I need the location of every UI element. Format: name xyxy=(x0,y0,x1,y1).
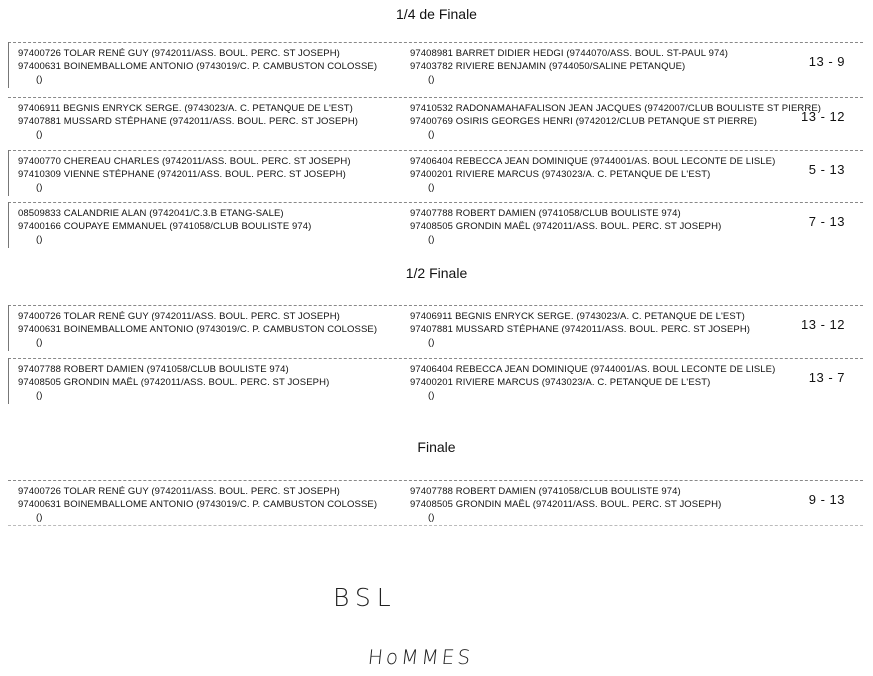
match-divider xyxy=(8,42,863,43)
match-semi-1 xyxy=(8,305,863,351)
match-quarter-2 xyxy=(8,97,863,143)
player-3: () xyxy=(428,74,435,85)
match-final xyxy=(8,480,863,526)
player-1: 97407788 ROBERT DAMIEN (9741058/CLUB BOULISTE 974) xyxy=(410,208,681,219)
team-a xyxy=(18,47,377,86)
player-3: () xyxy=(36,129,43,140)
team-a xyxy=(18,485,377,524)
match-score: 7 - 13 xyxy=(808,214,845,229)
player-1: 08509833 CALANDRIE ALAN (9742041/C.3.B ETANG-SALE) xyxy=(18,208,284,219)
player-2: 97408505 GRONDIN MAËL (9742011/ASS. BOUL. PERC. ST JOSEPH) xyxy=(410,221,722,232)
team-b xyxy=(410,207,721,246)
player-1: 97400770 CHEREAU CHARLES (9742011/ASS. BOUL. PERC. ST JOSEPH) xyxy=(18,156,351,167)
player-2: 97400631 BOINEMBALLOME ANTONIO (9743019/C. P. CAMBUSTON COLOSSE) xyxy=(18,324,378,335)
handwritten-note-hommes: HoMMES xyxy=(366,645,475,669)
match-score: 13 - 12 xyxy=(801,317,845,332)
player-3: () xyxy=(428,182,435,193)
team-a xyxy=(18,363,329,402)
player-3: () xyxy=(36,234,43,245)
player-1: 97400726 TOLAR RENÉ GUY (9742011/ASS. BOUL. PERC. ST JOSEPH) xyxy=(18,311,340,322)
match-quarter-3 xyxy=(8,150,863,196)
match-left-bar xyxy=(8,150,9,196)
player-3: () xyxy=(428,512,435,523)
match-score: 5 - 13 xyxy=(808,162,845,177)
player-3: () xyxy=(36,337,43,348)
match-left-bar xyxy=(8,358,9,404)
match-left-bar xyxy=(8,42,9,88)
team-a xyxy=(18,207,311,246)
player-2: 97407881 MUSSARD STÉPHANE (9742011/ASS. BOUL. PERC. ST JOSEPH) xyxy=(18,116,359,127)
player-2: 97408505 GRONDIN MAËL (9742011/ASS. BOUL. PERC. ST JOSEPH) xyxy=(18,377,330,388)
match-left-bar xyxy=(8,305,9,351)
player-1: 97406911 BEGNIS ENRYCK SERGE. (9743023/A. C. PETANQUE DE L'EST) xyxy=(18,103,353,114)
team-a xyxy=(18,310,377,349)
match-divider xyxy=(8,358,863,359)
handwritten-note-bsl: BSL xyxy=(333,583,397,612)
match-divider xyxy=(8,97,863,98)
player-3: () xyxy=(36,182,43,193)
match-semi-2 xyxy=(8,358,863,404)
match-divider xyxy=(8,305,863,306)
player-2: 97408505 GRONDIN MAËL (9742011/ASS. BOUL. PERC. ST JOSEPH) xyxy=(410,499,722,510)
player-3: () xyxy=(428,234,435,245)
round-title-final: Finale xyxy=(417,439,456,455)
match-divider xyxy=(8,525,863,526)
match-score: 9 - 13 xyxy=(808,492,845,507)
player-3: () xyxy=(36,512,43,523)
player-1: 97400726 TOLAR RENÉ GUY (9742011/ASS. BOUL. PERC. ST JOSEPH) xyxy=(18,48,340,59)
player-2: 97400201 RIVIERE MARCUS (9743023/A. C. PETANQUE DE L'EST) xyxy=(410,377,711,388)
player-1: 97407788 ROBERT DAMIEN (9741058/CLUB BOULISTE 974) xyxy=(410,486,681,497)
player-1: 97406404 REBECCA JEAN DOMINIQUE (9744001/AS. BOUL LECONTE DE LISLE) xyxy=(410,156,776,167)
player-3: () xyxy=(36,390,43,401)
match-score: 13 - 9 xyxy=(808,54,845,69)
player-2: 97400166 COUPAYE EMMANUEL (9741058/CLUB BOULISTE 974) xyxy=(18,221,312,232)
player-2: 97400769 OSIRIS GEORGES HENRI (9742012/CLUB PETANQUE ST PIERRE) xyxy=(410,116,758,127)
match-divider xyxy=(8,480,863,481)
player-2: 97407881 MUSSARD STÉPHANE (9742011/ASS. BOUL. PERC. ST JOSEPH) xyxy=(410,324,751,335)
match-left-bar xyxy=(8,202,9,248)
player-2: 97403782 RIVIERE BENJAMIN (9744050/SALINE PETANQUE) xyxy=(410,61,686,72)
player-1: 97406911 BEGNIS ENRYCK SERGE. (9743023/A. C. PETANQUE DE L'EST) xyxy=(410,311,745,322)
player-1: 97407788 ROBERT DAMIEN (9741058/CLUB BOULISTE 974) xyxy=(18,364,289,375)
match-quarter-1 xyxy=(8,42,863,88)
round-title-quarter-final: 1/4 de Finale xyxy=(396,6,477,22)
team-b xyxy=(410,155,775,194)
match-quarter-4 xyxy=(8,202,863,248)
player-3: () xyxy=(428,337,435,348)
match-score: 13 - 12 xyxy=(801,109,845,124)
player-3: () xyxy=(428,129,435,140)
team-b xyxy=(410,47,728,86)
player-1: 97400726 TOLAR RENÉ GUY (9742011/ASS. BOUL. PERC. ST JOSEPH) xyxy=(18,486,340,497)
team-b xyxy=(410,310,750,349)
team-a xyxy=(18,155,351,194)
player-3: () xyxy=(36,74,43,85)
player-2: 97410309 VIENNE STÉPHANE (9742011/ASS. BOUL. PERC. ST JOSEPH) xyxy=(18,169,346,180)
player-3: () xyxy=(428,390,435,401)
player-2: 97400201 RIVIERE MARCUS (9743023/A. C. PETANQUE DE L'EST) xyxy=(410,169,711,180)
player-1: 97406404 REBECCA JEAN DOMINIQUE (9744001/AS. BOUL LECONTE DE LISLE) xyxy=(410,364,776,375)
player-1: 97408981 BARRET DIDIER HEDGI (9744070/ASS. BOUL. ST-PAUL 974) xyxy=(410,48,728,59)
team-a xyxy=(18,102,358,141)
match-divider xyxy=(8,150,863,151)
round-title-semi-final: 1/2 Finale xyxy=(405,265,468,281)
player-1: 97410532 RADONAMAHAFALISON JEAN JACQUES (9742007/CLUB BOULISTE ST PIERRE) xyxy=(410,103,822,114)
match-score: 13 - 7 xyxy=(808,370,845,385)
match-divider xyxy=(8,202,863,203)
team-b xyxy=(410,485,721,524)
player-2: 97400631 BOINEMBALLOME ANTONIO (9743019/C. P. CAMBUSTON COLOSSE) xyxy=(18,499,378,510)
player-2: 97400631 BOINEMBALLOME ANTONIO (9743019/C. P. CAMBUSTON COLOSSE) xyxy=(18,61,378,72)
team-b xyxy=(410,102,821,141)
team-b xyxy=(410,363,775,402)
